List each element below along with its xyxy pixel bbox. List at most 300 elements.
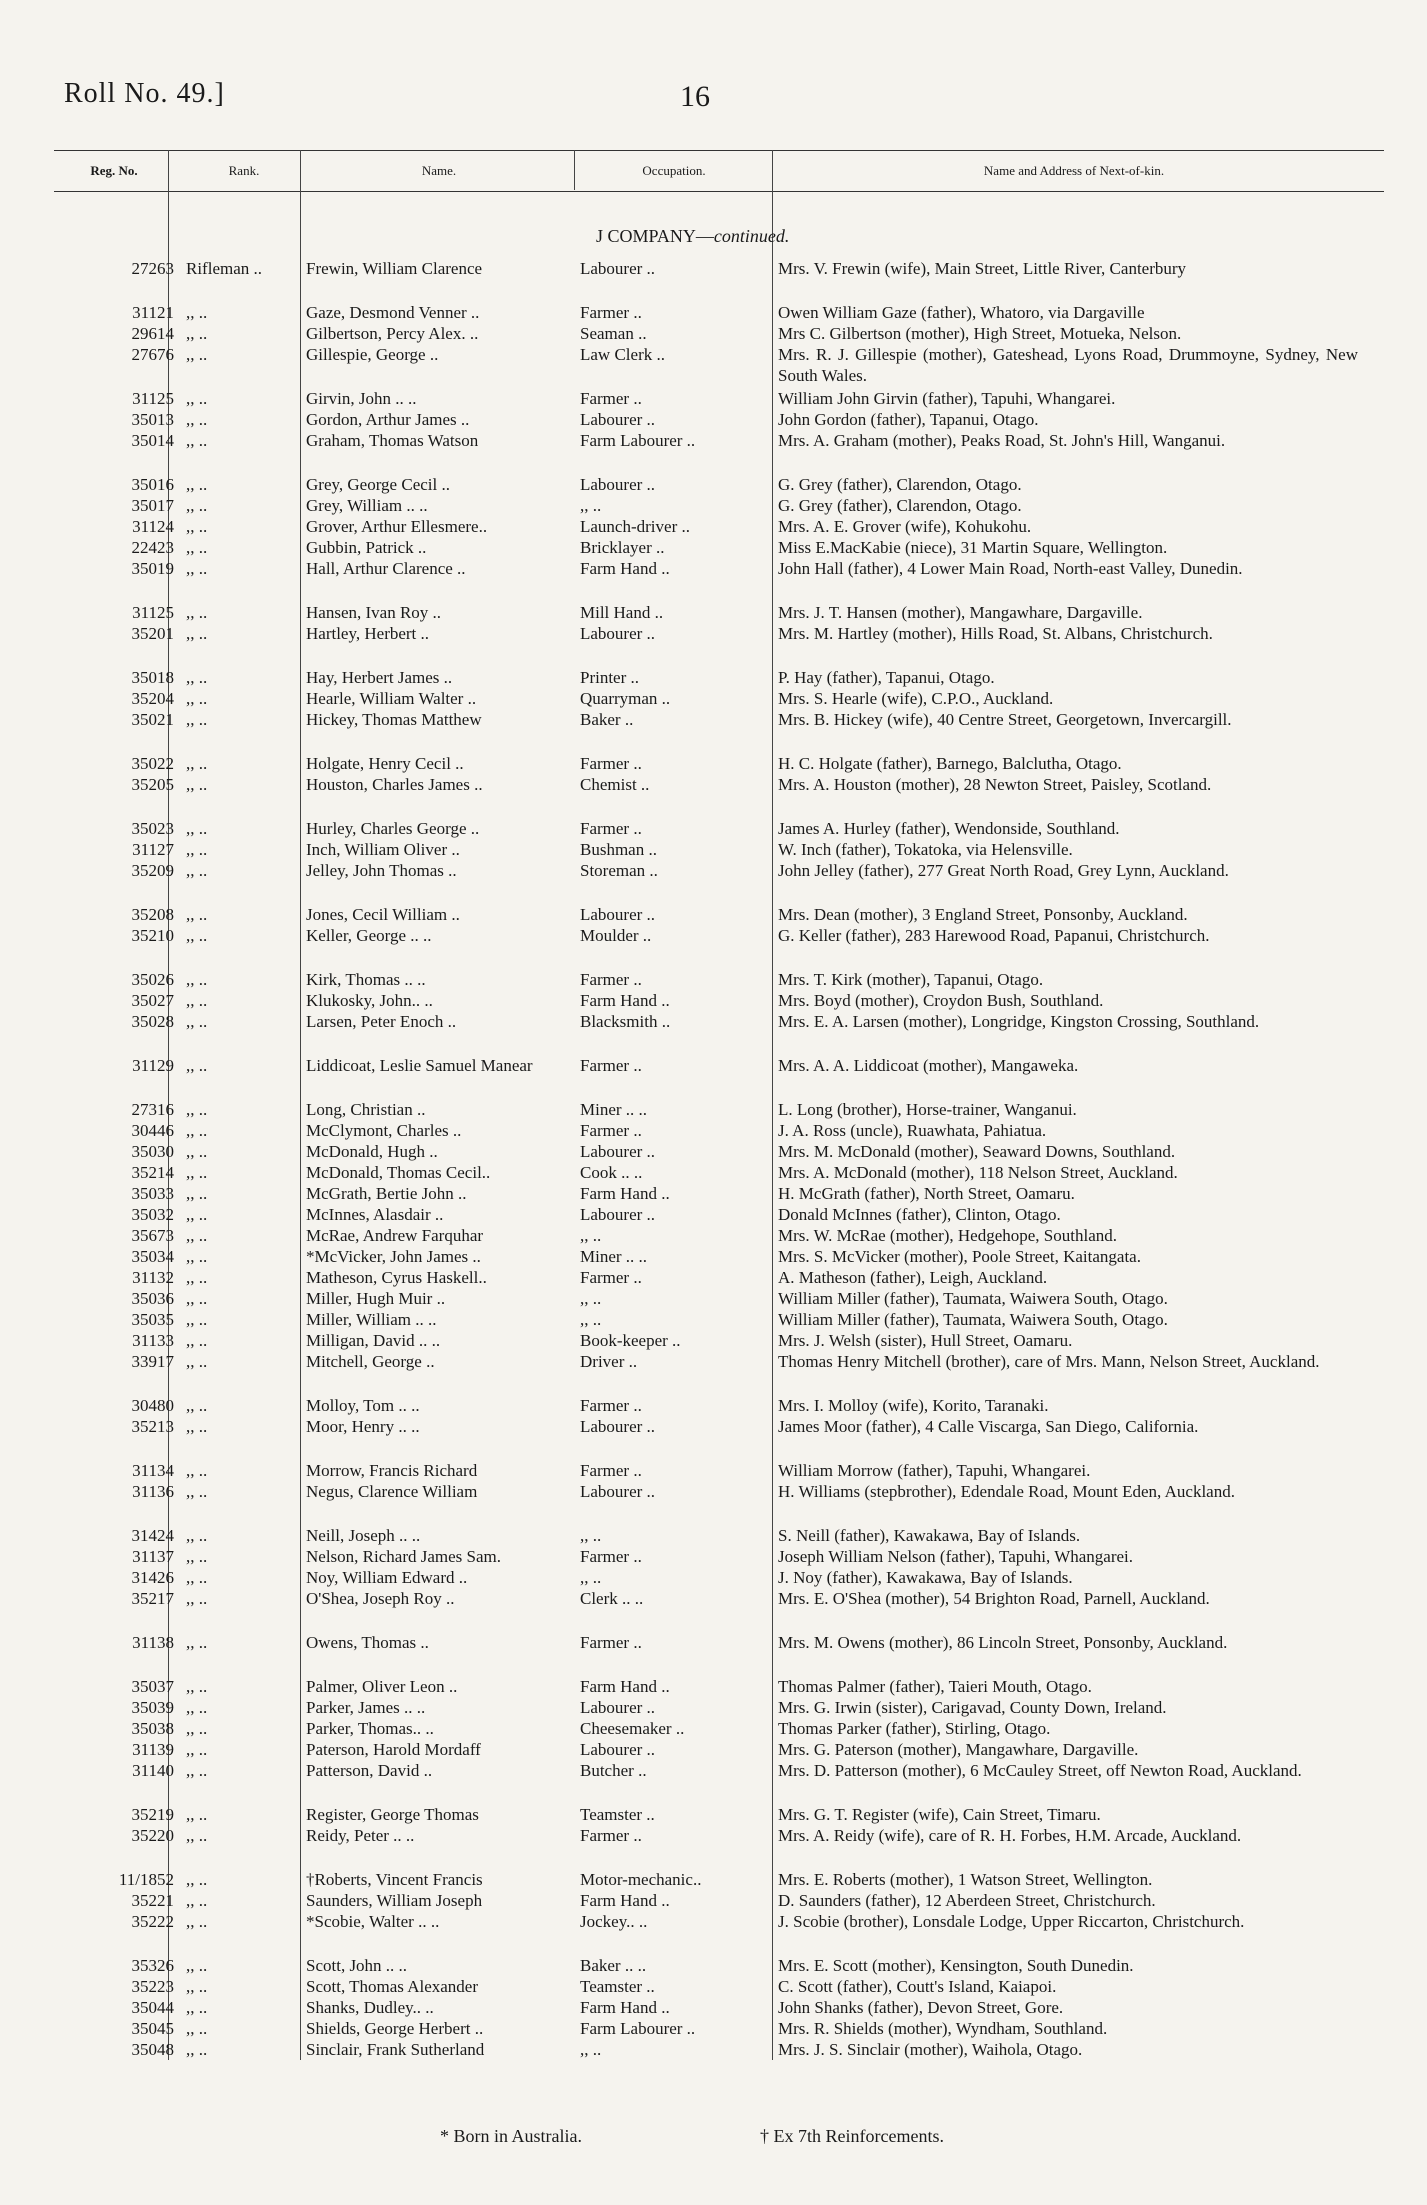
next-of-kin: G. Grey (father), Clarendon, Otago. xyxy=(778,475,1022,494)
next-of-kin: Donald McInnes (father), Clinton, Otago. xyxy=(778,1205,1061,1224)
soldier-name: Keller, George .. .. xyxy=(306,926,432,945)
reg-number: 35037 xyxy=(131,1677,174,1696)
soldier-name: McInnes, Alasdair .. xyxy=(306,1205,444,1224)
reg-number: 35205 xyxy=(131,775,174,794)
next-of-kin: Mrs. E. A. Larsen (mother), Longridge, Kingston Crossing, Southland. xyxy=(778,1012,1260,1031)
occupation: Labourer .. xyxy=(580,475,656,494)
reg-number: 31129 xyxy=(132,1056,174,1075)
occupation: ,, .. xyxy=(580,1289,602,1308)
soldier-name: †Roberts, Vincent Francis xyxy=(306,1870,483,1889)
rank: ,, .. xyxy=(186,1677,208,1696)
occupation: Farmer .. xyxy=(580,1826,642,1845)
next-of-kin: Mrs. D. Patterson (mother), 6 McCauley Street, off Newton Road, Auckland. xyxy=(778,1761,1302,1780)
soldier-name: Moor, Henry .. .. xyxy=(306,1417,420,1436)
next-of-kin: Mrs. E. O'Shea (mother), 54 Brighton Road, Parnell, Auckland. xyxy=(778,1589,1210,1608)
occupation: Labourer .. xyxy=(580,1142,656,1161)
company-heading: J COMPANY—continued. xyxy=(596,226,790,246)
soldier-name: Larsen, Peter Enoch .. xyxy=(306,1012,457,1031)
occupation: Farm Labourer .. xyxy=(580,431,696,450)
rank: ,, .. xyxy=(186,775,208,794)
soldier-name: Register, George Thomas xyxy=(306,1805,479,1824)
occupation: Farmer .. xyxy=(580,1547,642,1566)
next-of-kin: John Gordon (father), Tapanui, Otago. xyxy=(778,410,1039,429)
rank: ,, .. xyxy=(186,861,208,880)
rule-3 xyxy=(574,150,575,190)
rank: ,, .. xyxy=(186,1633,208,1652)
occupation: Farmer .. xyxy=(580,1056,642,1075)
rank: ,, .. xyxy=(186,1121,208,1140)
next-of-kin: John Shanks (father), Devon Street, Gore. xyxy=(778,1998,1064,2017)
rank: ,, .. xyxy=(186,538,208,557)
soldier-name: Neill, Joseph .. .. xyxy=(306,1526,421,1545)
occupation: Labourer .. xyxy=(580,905,656,924)
rank: ,, .. xyxy=(186,1589,208,1608)
reg-number: 27676 xyxy=(131,345,174,364)
next-of-kin: Mrs. Dean (mother), 3 England Street, Ponsonby, Auckland. xyxy=(778,905,1188,924)
soldier-name: Hartley, Herbert .. xyxy=(306,624,430,643)
soldier-name: Grey, William .. .. xyxy=(306,496,428,515)
soldier-name: *Scobie, Walter .. .. xyxy=(306,1912,440,1931)
rank: ,, .. xyxy=(186,1891,208,1910)
next-of-kin: Mrs. T. Kirk (mother), Tapanui, Otago. xyxy=(778,970,1044,989)
next-of-kin: Mrs. M. Hartley (mother), Hills Road, St. Albans, Christchurch. xyxy=(778,624,1213,643)
roll-number: Roll No. 49.] xyxy=(64,78,225,109)
col-occupation: Occupation. xyxy=(642,163,706,178)
rank: ,, .. xyxy=(186,1352,208,1371)
next-of-kin: Mrs. W. McRae (mother), Hedgehope, Southland. xyxy=(778,1226,1117,1245)
reg-number: 27263 xyxy=(131,259,174,278)
reg-number: 35048 xyxy=(131,2040,174,2059)
next-of-kin: J. A. Ross (uncle), Ruawhata, Pahiatua. xyxy=(778,1121,1047,1140)
soldier-name: Hurley, Charles George .. xyxy=(306,819,480,838)
col-reg: Reg. No. xyxy=(90,163,138,178)
rule-2 xyxy=(300,150,301,2060)
rank: ,, .. xyxy=(186,1805,208,1824)
rank: ,, .. xyxy=(186,1568,208,1587)
reg-number: 31121 xyxy=(132,303,174,322)
soldier-name: Mitchell, George .. xyxy=(306,1352,435,1371)
occupation: Farmer .. xyxy=(580,389,642,408)
next-of-kin: William Miller (father), Taumata, Waiwera South, Otago. xyxy=(778,1310,1168,1329)
soldier-name: Hearle, William Walter .. xyxy=(306,689,477,708)
occupation: Motor-mechanic.. xyxy=(580,1870,702,1889)
next-of-kin: Mrs. A. A. Liddicoat (mother), Mangaweka. xyxy=(778,1056,1079,1075)
reg-number: 31137 xyxy=(132,1547,174,1566)
reg-number: 35222 xyxy=(131,1912,174,1931)
occupation: Miner .. .. xyxy=(580,1247,648,1266)
reg-number: 31140 xyxy=(132,1761,174,1780)
rank: ,, .. xyxy=(186,668,208,687)
reg-number: 35214 xyxy=(131,1163,174,1182)
reg-number: 35018 xyxy=(131,668,174,687)
soldier-name: Owens, Thomas .. xyxy=(306,1633,429,1652)
rank: ,, .. xyxy=(186,431,208,450)
reg-number: 35208 xyxy=(131,905,174,924)
reg-number: 35213 xyxy=(131,1417,174,1436)
reg-number: 35673 xyxy=(131,1226,174,1245)
occupation: Farmer .. xyxy=(580,1268,642,1287)
rank: ,, .. xyxy=(186,2019,208,2038)
rank: ,, .. xyxy=(186,1184,208,1203)
soldier-name: Saunders, William Joseph xyxy=(306,1891,483,1910)
next-of-kin: Mrs. G. Irwin (sister), Carigavad, County Down, Ireland. xyxy=(778,1698,1167,1717)
rank: ,, .. xyxy=(186,2040,208,2059)
rank: ,, .. xyxy=(186,970,208,989)
next-of-kin: Mrs. S. Hearle (wife), C.P.O., Auckland. xyxy=(778,689,1054,708)
next-of-kin: S. Neill (father), Kawakawa, Bay of Islands. xyxy=(778,1526,1081,1545)
rank: ,, .. xyxy=(186,1247,208,1266)
next-of-kin: Mrs. A. McDonald (mother), 118 Nelson Street, Auckland. xyxy=(778,1163,1178,1182)
reg-number: 35017 xyxy=(131,496,174,515)
occupation: Cheesemaker .. xyxy=(580,1719,685,1738)
occupation: Clerk .. .. xyxy=(580,1589,644,1608)
rank: ,, .. xyxy=(186,1289,208,1308)
reg-number: 35038 xyxy=(131,1719,174,1738)
reg-number: 35016 xyxy=(131,475,174,494)
occupation: Farm Hand .. xyxy=(580,991,670,1010)
soldier-name: McRae, Andrew Farquhar xyxy=(306,1226,484,1245)
col-rank: Rank. xyxy=(228,163,260,178)
rank: ,, .. xyxy=(186,345,208,364)
soldier-name: Holgate, Henry Cecil .. xyxy=(306,754,464,773)
next-of-kin: Mrs. M. Owens (mother), 86 Lincoln Street, Ponsonby, Auckland. xyxy=(778,1633,1228,1652)
reg-number: 35039 xyxy=(131,1698,174,1717)
footnote-born: * Born in Australia. xyxy=(440,2126,582,2146)
next-of-kin: C. Scott (father), Coutt's Island, Kaiapoi. xyxy=(778,1977,1057,1996)
soldier-name: Hickey, Thomas Matthew xyxy=(306,710,482,729)
rank: ,, .. xyxy=(186,926,208,945)
rank: ,, .. xyxy=(186,410,208,429)
rank: ,, .. xyxy=(186,1826,208,1845)
next-of-kin: H. C. Holgate (father), Barnego, Balclutha, Otago. xyxy=(778,754,1122,773)
next-of-kin: Thomas Henry Mitchell (brother), care of Mrs. Mann, Nelson Street, Auckland. xyxy=(778,1352,1320,1371)
next-of-kin: D. Saunders (father), 12 Aberdeen Street, Christchurch. xyxy=(778,1891,1156,1910)
occupation: Cook .. .. xyxy=(580,1163,643,1182)
occupation: Farmer .. xyxy=(580,1461,642,1480)
occupation: Farm Hand .. xyxy=(580,1184,670,1203)
soldier-name: Parker, Thomas.. .. xyxy=(306,1719,434,1738)
occupation: Labourer .. xyxy=(580,1482,656,1501)
occupation: Baker .. .. xyxy=(580,1956,647,1975)
occupation: ,, .. xyxy=(580,2040,602,2059)
next-of-kin: Owen William Gaze (father), Whatoro, via Dargaville xyxy=(778,303,1145,322)
next-of-kin: John Jelley (father), 277 Great North Road, Grey Lynn, Auckland. xyxy=(778,861,1229,880)
reg-number: 31125 xyxy=(132,603,174,622)
rank: ,, .. xyxy=(186,754,208,773)
occupation: Mill Hand .. xyxy=(580,603,664,622)
next-of-kin: Mrs. E. Roberts (mother), 1 Watson Street, Wellington. xyxy=(778,1870,1153,1889)
rank: ,, .. xyxy=(186,559,208,578)
occupation: Bricklayer .. xyxy=(580,538,665,557)
reg-number: 30480 xyxy=(131,1396,174,1415)
soldier-name: Gordon, Arthur James .. xyxy=(306,410,470,429)
reg-number: 31124 xyxy=(132,517,174,536)
reg-number: 35220 xyxy=(131,1826,174,1845)
occupation: Storeman .. xyxy=(580,861,658,880)
occupation: ,, .. xyxy=(580,1568,602,1587)
soldier-name: Reidy, Peter .. .. xyxy=(306,1826,415,1845)
soldier-name: Scott, John .. .. xyxy=(306,1956,408,1975)
rank: ,, .. xyxy=(186,1417,208,1436)
reg-number: 35028 xyxy=(131,1012,174,1031)
rank: ,, .. xyxy=(186,475,208,494)
reg-number: 31426 xyxy=(131,1568,174,1587)
reg-number: 35023 xyxy=(131,819,174,838)
next-of-kin: William John Girvin (father), Tapuhi, Whangarei. xyxy=(778,389,1116,408)
soldier-name: Graham, Thomas Watson xyxy=(306,431,479,450)
soldier-name: *McVicker, John James .. xyxy=(306,1247,481,1266)
column-header-row xyxy=(54,150,1384,192)
occupation: Farm Hand .. xyxy=(580,559,670,578)
soldier-name: Girvin, John .. .. xyxy=(306,389,417,408)
next-of-kin: J. Noy (father), Kawakawa, Bay of Islands. xyxy=(778,1568,1073,1587)
next-of-kin: Mrs. I. Molloy (wife), Korito, Taranaki. xyxy=(778,1396,1049,1415)
soldier-name: Negus, Clarence William xyxy=(306,1482,478,1501)
soldier-name: Sinclair, Frank Sutherland xyxy=(306,2040,485,2059)
occupation: Launch-driver .. xyxy=(580,517,690,536)
occupation: Driver .. xyxy=(580,1352,638,1371)
next-of-kin: Mrs. R. J. Gillespie (mother), Gateshead, Lyons Road, Drummoyne, Sydney, New South Wales. xyxy=(778,345,1358,385)
reg-number: 35219 xyxy=(131,1805,174,1824)
next-of-kin: Mrs. B. Hickey (wife), 40 Centre Street, Georgetown, Invercargill. xyxy=(778,710,1232,729)
reg-number: 35022 xyxy=(131,754,174,773)
rank: ,, .. xyxy=(186,1205,208,1224)
next-of-kin: Mrs. S. McVicker (mother), Poole Street, Kaitangata. xyxy=(778,1247,1141,1266)
occupation: Labourer .. xyxy=(580,259,656,278)
soldier-name: O'Shea, Joseph Roy .. xyxy=(306,1589,455,1608)
occupation: ,, .. xyxy=(580,1526,602,1545)
next-of-kin: Mrs. A. Houston (mother), 28 Newton Street, Paisley, Scotland. xyxy=(778,775,1212,794)
next-of-kin: Mrs. Boyd (mother), Croydon Bush, Southland. xyxy=(778,991,1104,1010)
soldier-name: Hall, Arthur Clarence .. xyxy=(306,559,466,578)
rank: ,, .. xyxy=(186,710,208,729)
next-of-kin: L. Long (brother), Horse-trainer, Wanganui. xyxy=(778,1100,1077,1119)
next-of-kin: P. Hay (father), Tapanui, Otago. xyxy=(778,668,995,687)
next-of-kin: H. McGrath (father), North Street, Oamaru. xyxy=(778,1184,1075,1203)
next-of-kin: Mrs. A. E. Grover (wife), Kohukohu. xyxy=(778,517,1032,536)
reg-number: 35209 xyxy=(131,861,174,880)
rank: ,, .. xyxy=(186,1268,208,1287)
rank: ,, .. xyxy=(186,1977,208,1996)
occupation: Printer .. xyxy=(580,668,640,687)
rank: ,, .. xyxy=(186,905,208,924)
next-of-kin: Mrs. G. Paterson (mother), Mangawhare, Dargaville. xyxy=(778,1740,1139,1759)
soldier-name: Gillespie, George .. xyxy=(306,345,439,364)
reg-number: 30446 xyxy=(131,1121,174,1140)
occupation: Teamster .. xyxy=(580,1977,655,1996)
occupation: Labourer .. xyxy=(580,410,656,429)
reg-number: 35014 xyxy=(131,431,174,450)
soldier-name: Frewin, William Clarence xyxy=(306,259,483,278)
rank: ,, .. xyxy=(186,1698,208,1717)
reg-number: 35223 xyxy=(131,1977,174,1996)
occupation: Labourer .. xyxy=(580,1205,656,1224)
next-of-kin: Thomas Parker (father), Stirling, Otago. xyxy=(778,1719,1051,1738)
rank: ,, .. xyxy=(186,1956,208,1975)
soldier-name: Palmer, Oliver Leon .. xyxy=(306,1677,458,1696)
reg-number: 22423 xyxy=(131,538,174,557)
occupation: Moulder .. xyxy=(580,926,652,945)
soldier-name: McDonald, Hugh .. xyxy=(306,1142,438,1161)
reg-number: 35013 xyxy=(131,410,174,429)
rule-4 xyxy=(772,150,773,2060)
occupation: Labourer .. xyxy=(580,1698,656,1717)
next-of-kin: Mrs. J. T. Hansen (mother), Mangawhare, Dargaville. xyxy=(778,603,1143,622)
next-of-kin: W. Inch (father), Tokatoka, via Helensville. xyxy=(778,840,1073,859)
next-of-kin: G. Keller (father), 283 Harewood Road, Papanui, Christchurch. xyxy=(778,926,1210,945)
reg-number: 35044 xyxy=(131,1998,174,2017)
next-of-kin: James Moor (father), 4 Calle Viscarga, San Diego, California. xyxy=(778,1417,1199,1436)
next-of-kin: Mrs. J. S. Sinclair (mother), Waihola, Otago. xyxy=(778,2040,1083,2059)
soldier-name: Parker, James .. .. xyxy=(306,1698,426,1717)
next-of-kin: Thomas Palmer (father), Taieri Mouth, Otago. xyxy=(778,1677,1092,1696)
occupation: Labourer .. xyxy=(580,1417,656,1436)
occupation: Farmer .. xyxy=(580,819,642,838)
rank: ,, .. xyxy=(186,1142,208,1161)
occupation: ,, .. xyxy=(580,1226,602,1245)
reg-number: 29614 xyxy=(131,324,174,343)
reg-number: 35035 xyxy=(131,1310,174,1329)
occupation: Blacksmith .. xyxy=(580,1012,671,1031)
soldier-name: Molloy, Tom .. .. xyxy=(306,1396,420,1415)
soldier-name: Noy, William Edward .. xyxy=(306,1568,468,1587)
soldier-name: Miller, William .. .. xyxy=(306,1310,437,1329)
next-of-kin: Mrs. V. Frewin (wife), Main Street, Little River, Canterbury xyxy=(778,259,1187,278)
col-name: Name. xyxy=(421,163,457,178)
occupation: Law Clerk .. xyxy=(580,345,665,364)
rank: ,, .. xyxy=(186,1163,208,1182)
reg-number: 35034 xyxy=(131,1247,174,1266)
reg-number: 31132 xyxy=(132,1268,174,1287)
soldier-name: Matheson, Cyrus Haskell.. xyxy=(306,1268,487,1287)
soldier-name: Shanks, Dudley.. .. xyxy=(306,1998,434,2017)
soldier-name: Liddicoat, Leslie Samuel Manear xyxy=(306,1056,533,1075)
reg-number: 35030 xyxy=(131,1142,174,1161)
reg-number: 35217 xyxy=(131,1589,174,1608)
next-of-kin: John Hall (father), 4 Lower Main Road, North-east Valley, Dunedin. xyxy=(778,559,1243,578)
col-kin: Name and Address of Next-of-kin. xyxy=(983,163,1165,178)
reg-number: 35021 xyxy=(131,710,174,729)
occupation: Book-keeper .. xyxy=(580,1331,681,1350)
rank: ,, .. xyxy=(186,1012,208,1031)
reg-number: 35045 xyxy=(131,2019,174,2038)
rank: ,, .. xyxy=(186,1870,208,1889)
soldier-name: Grey, George Cecil .. xyxy=(306,475,450,494)
rank: ,, .. xyxy=(186,1226,208,1245)
rank: ,, .. xyxy=(186,991,208,1010)
rank: ,, .. xyxy=(186,1526,208,1545)
rank: ,, .. xyxy=(186,689,208,708)
rank: ,, .. xyxy=(186,1761,208,1780)
next-of-kin: Mrs. R. Shields (mother), Wyndham, Southland. xyxy=(778,2019,1108,2038)
rank: ,, .. xyxy=(186,1396,208,1415)
rank: ,, .. xyxy=(186,1998,208,2017)
reg-number: 35326 xyxy=(131,1956,174,1975)
soldier-name: Miller, Hugh Muir .. xyxy=(306,1289,446,1308)
occupation: Labourer .. xyxy=(580,624,656,643)
soldier-name: Nelson, Richard James Sam. xyxy=(306,1547,501,1566)
reg-number: 31136 xyxy=(132,1482,174,1501)
reg-number: 31139 xyxy=(132,1740,174,1759)
next-of-kin: G. Grey (father), Clarendon, Otago. xyxy=(778,496,1022,515)
reg-number: 35201 xyxy=(131,624,174,643)
occupation: Butcher .. xyxy=(580,1761,647,1780)
reg-number: 31424 xyxy=(131,1526,174,1545)
next-of-kin: Mrs. E. Scott (mother), Kensington, South Dunedin. xyxy=(778,1956,1134,1975)
soldier-name: Milligan, David .. .. xyxy=(306,1331,441,1350)
reg-number: 31125 xyxy=(132,389,174,408)
soldier-name: Klukosky, John.. .. xyxy=(306,991,433,1010)
occupation: ,, .. xyxy=(580,496,602,515)
soldier-name: Gubbin, Patrick .. xyxy=(306,538,427,557)
reg-number: 35036 xyxy=(131,1289,174,1308)
soldier-name: McGrath, Bertie John .. xyxy=(306,1184,467,1203)
next-of-kin: Mrs. J. Welsh (sister), Hull Street, Oamaru. xyxy=(778,1331,1073,1350)
rank: ,, .. xyxy=(186,496,208,515)
occupation: ,, .. xyxy=(580,1310,602,1329)
reg-number: 35027 xyxy=(131,991,174,1010)
footnote-ex: † Ex 7th Reinforcements. xyxy=(760,2126,944,2146)
rank: ,, .. xyxy=(186,517,208,536)
rank: ,, .. xyxy=(186,389,208,408)
rank: ,, .. xyxy=(186,1100,208,1119)
occupation: Seaman .. xyxy=(580,324,647,343)
next-of-kin: H. Williams (stepbrother), Edendale Road, Mount Eden, Auckland. xyxy=(778,1482,1235,1501)
occupation: Farmer .. xyxy=(580,303,642,322)
next-of-kin: J. Scobie (brother), Lonsdale Lodge, Upper Riccarton, Christchurch. xyxy=(778,1912,1245,1931)
reg-number: 35032 xyxy=(131,1205,174,1224)
rank: ,, .. xyxy=(186,1547,208,1566)
reg-number: 31127 xyxy=(132,840,174,859)
next-of-kin: Mrs. M. McDonald (mother), Seaward Downs, Southland. xyxy=(778,1142,1176,1161)
reg-number: 33917 xyxy=(131,1352,174,1371)
occupation: Miner .. .. xyxy=(580,1100,648,1119)
reg-number: 35221 xyxy=(131,1891,174,1910)
occupation: Farm Hand .. xyxy=(580,1891,670,1910)
rank: ,, .. xyxy=(186,603,208,622)
soldier-name: Hansen, Ivan Roy .. xyxy=(306,603,442,622)
occupation: Farmer .. xyxy=(580,754,642,773)
rank: ,, .. xyxy=(186,1461,208,1480)
next-of-kin: Mrs C. Gilbertson (mother), High Street, Motueka, Nelson. xyxy=(778,324,1182,343)
next-of-kin: Joseph William Nelson (father), Tapuhi, Whangarei. xyxy=(778,1547,1134,1566)
reg-number: 11/1852 xyxy=(118,1870,174,1889)
occupation: Labourer .. xyxy=(580,1740,656,1759)
rank: ,, .. xyxy=(186,1331,208,1350)
soldier-name: Gilbertson, Percy Alex. .. xyxy=(306,324,479,343)
soldier-name: Jones, Cecil William .. xyxy=(306,905,460,924)
reg-number: 35210 xyxy=(131,926,174,945)
soldier-name: Kirk, Thomas .. .. xyxy=(306,970,426,989)
soldier-name: Long, Christian .. xyxy=(306,1100,426,1119)
soldier-name: Inch, William Oliver .. xyxy=(306,840,460,859)
soldier-name: Houston, Charles James .. xyxy=(306,775,483,794)
reg-number: 31138 xyxy=(132,1633,174,1652)
soldier-name: Paterson, Harold Mordaff xyxy=(306,1740,481,1759)
rank: ,, .. xyxy=(186,1719,208,1738)
soldier-name: McClymont, Charles .. xyxy=(306,1121,462,1140)
next-of-kin: James A. Hurley (father), Wendonside, Southland. xyxy=(778,819,1120,838)
reg-number: 35019 xyxy=(131,559,174,578)
next-of-kin: William Miller (father), Taumata, Waiwera South, Otago. xyxy=(778,1289,1168,1308)
occupation: Quarryman .. xyxy=(580,689,671,708)
next-of-kin: Miss E.MacKabie (niece), 31 Martin Square, Wellington. xyxy=(778,538,1168,557)
reg-number: 35033 xyxy=(131,1184,174,1203)
soldier-name: McDonald, Thomas Cecil.. xyxy=(306,1163,491,1182)
rank: ,, .. xyxy=(186,840,208,859)
occupation: Jockey.. .. xyxy=(580,1912,648,1931)
occupation: Farmer .. xyxy=(580,1633,642,1652)
